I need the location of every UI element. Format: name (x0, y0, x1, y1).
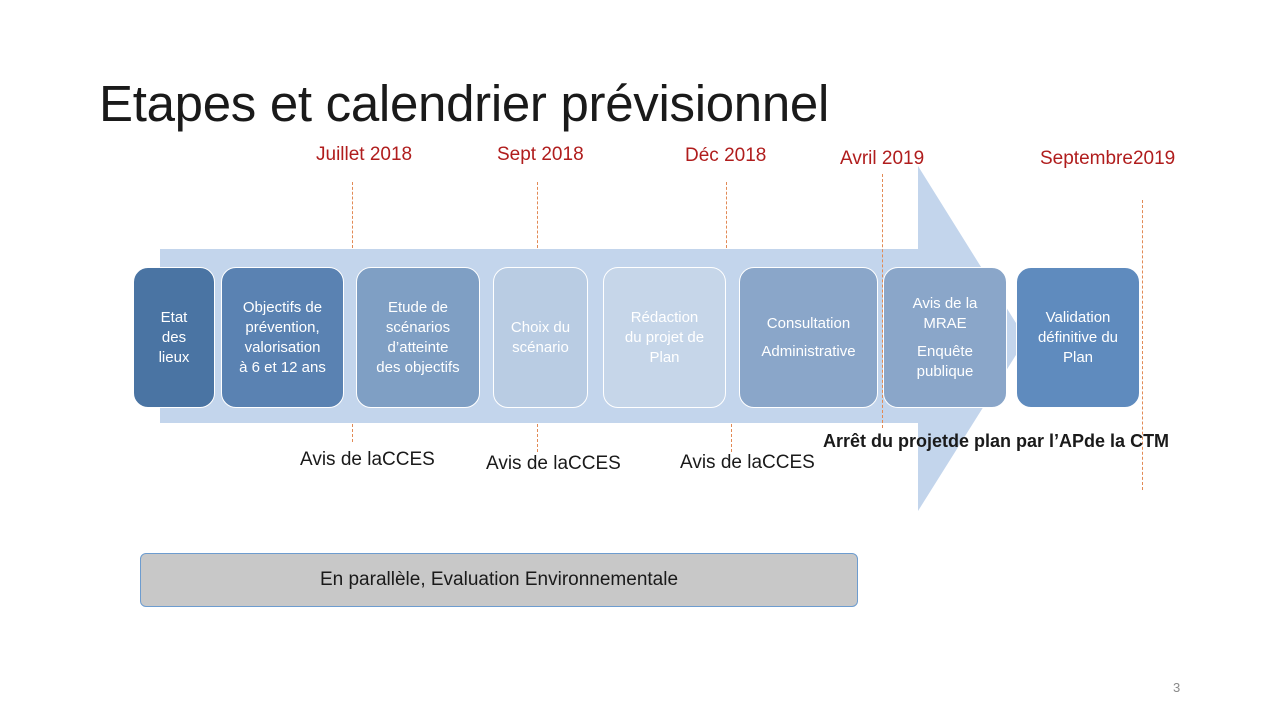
date-label: 2019 (1132, 148, 1176, 169)
date-avril-2019 (840, 148, 924, 170)
note-label: de plan par l’AP (948, 431, 1085, 451)
note-label: Avis de la (680, 452, 763, 473)
note-avis-cces-3 (680, 447, 815, 478)
step-label: Objectifs de (242, 298, 323, 316)
note-label: CCES (762, 452, 815, 473)
parallel-evaluation-label: En parallèle, Evaluation Environnementale (319, 569, 679, 590)
step-label: Etude de (387, 298, 449, 316)
note-avis-cces-2 (486, 448, 621, 479)
note-label: Arrêt du projet (823, 431, 949, 451)
step-label: Consultation (766, 314, 851, 332)
step-label: d’atteinte (387, 338, 449, 356)
step-label: à 6 et 12 ans (239, 358, 326, 376)
date-label: Juillet 2018 (316, 144, 413, 165)
note-arret-projet (823, 427, 1169, 456)
date-label: Avril 2019 (840, 148, 925, 169)
step-label: Avis de la (912, 294, 978, 312)
date-label: Septembre (1040, 148, 1133, 169)
tick-line (726, 182, 727, 248)
step-etat-des-lieux (133, 267, 215, 408)
step-redaction (603, 267, 726, 408)
parallel-evaluation-box (140, 553, 858, 607)
step-label: lieux (158, 348, 190, 366)
step-label: Administrative (761, 342, 856, 360)
step-label: prévention, (245, 318, 320, 336)
step-label: des (161, 328, 187, 346)
date-juillet-2018 (316, 144, 412, 166)
tick-line (537, 182, 538, 248)
date-dec-2018 (685, 145, 766, 167)
step-label: définitive du (1037, 328, 1119, 346)
step-label: Plan (649, 348, 680, 366)
step-label: Rédaction (630, 308, 699, 326)
step-label: Plan (1062, 348, 1094, 366)
step-label: Etat (160, 308, 188, 326)
step-validation (1016, 267, 1140, 408)
date-label: Sept 2018 (497, 144, 584, 165)
date-label: Déc 2018 (685, 145, 767, 166)
step-label: du projet de (624, 328, 705, 346)
step-avis-mrae (883, 267, 1007, 408)
step-label: publique (916, 362, 974, 380)
note-label: de la CTM (1084, 431, 1170, 451)
step-label: Validation (1045, 308, 1111, 326)
page-number: 3 (1173, 680, 1181, 695)
tick-line (352, 424, 353, 442)
step-label: Choix du (510, 318, 571, 336)
step-objectifs (221, 267, 344, 408)
note-avis-cces-1 (300, 444, 435, 475)
tick-line (352, 182, 353, 248)
note-label: CCES (382, 449, 435, 470)
date-sept-2018 (497, 144, 584, 166)
note-label: CCES (568, 453, 621, 474)
step-label: MRAE (923, 314, 967, 332)
step-label: valorisation (244, 338, 321, 356)
step-choix-scenario (493, 267, 588, 408)
step-label: Enquête (917, 342, 973, 360)
step-label: des objectifs (376, 358, 460, 376)
date-septembre-2019 (1040, 144, 1176, 173)
step-etude-scenarios (356, 267, 480, 408)
step-label: scénario (512, 338, 569, 356)
slide-title: Etapes et calendrier prévisionnel (99, 75, 830, 132)
note-label: Avis de la (486, 453, 569, 474)
note-label: Avis de la (300, 449, 383, 470)
step-label: scénarios (385, 318, 451, 336)
step-consultation (739, 267, 878, 408)
